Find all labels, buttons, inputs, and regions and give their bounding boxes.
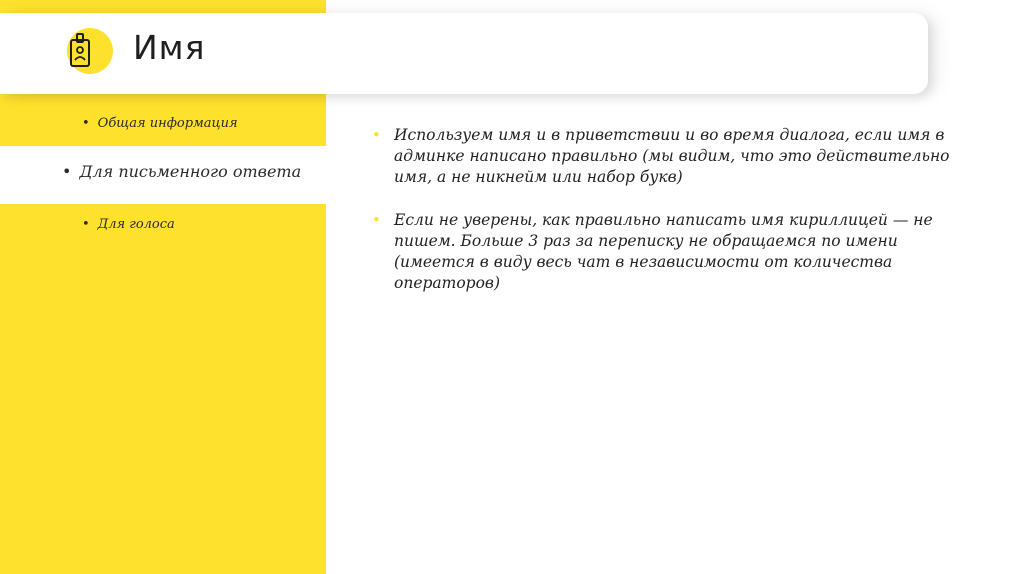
content-area	[372, 125, 972, 316]
bullet-dot-icon: •	[82, 116, 90, 131]
nav-item-label: Для письменного ответа	[79, 162, 302, 181]
bullet-text: Если не уверены, как правильно написать имя кириллицей — не пишем. Больше 3 раз за переписку не обращаемся по имени (имеется в виду весь чат в независимости от количества операторов)	[394, 211, 933, 292]
id-badge-icon	[67, 28, 95, 74]
page-title: Имя	[133, 28, 206, 67]
bullet-text: Используем имя и в приветствии и во время диалога, если имя в админке написано правильно (мы видим, что это действительно имя, а не никнейм или набор букв)	[394, 126, 950, 186]
bullet-dot-icon: •	[82, 217, 90, 232]
nav-item-written-answer[interactable]	[62, 161, 301, 183]
nav-item-label: Общая информация	[97, 116, 238, 131]
content-bullet	[372, 210, 972, 294]
nav-item-label: Для голоса	[97, 217, 175, 232]
nav-item-voice[interactable]	[82, 216, 175, 234]
nav-item-general-info[interactable]	[82, 115, 238, 133]
bullet-dot-icon: •	[62, 162, 72, 181]
content-bullet	[372, 125, 972, 188]
bullet-marker-icon: •	[372, 126, 381, 144]
bullet-marker-icon: •	[372, 211, 381, 229]
